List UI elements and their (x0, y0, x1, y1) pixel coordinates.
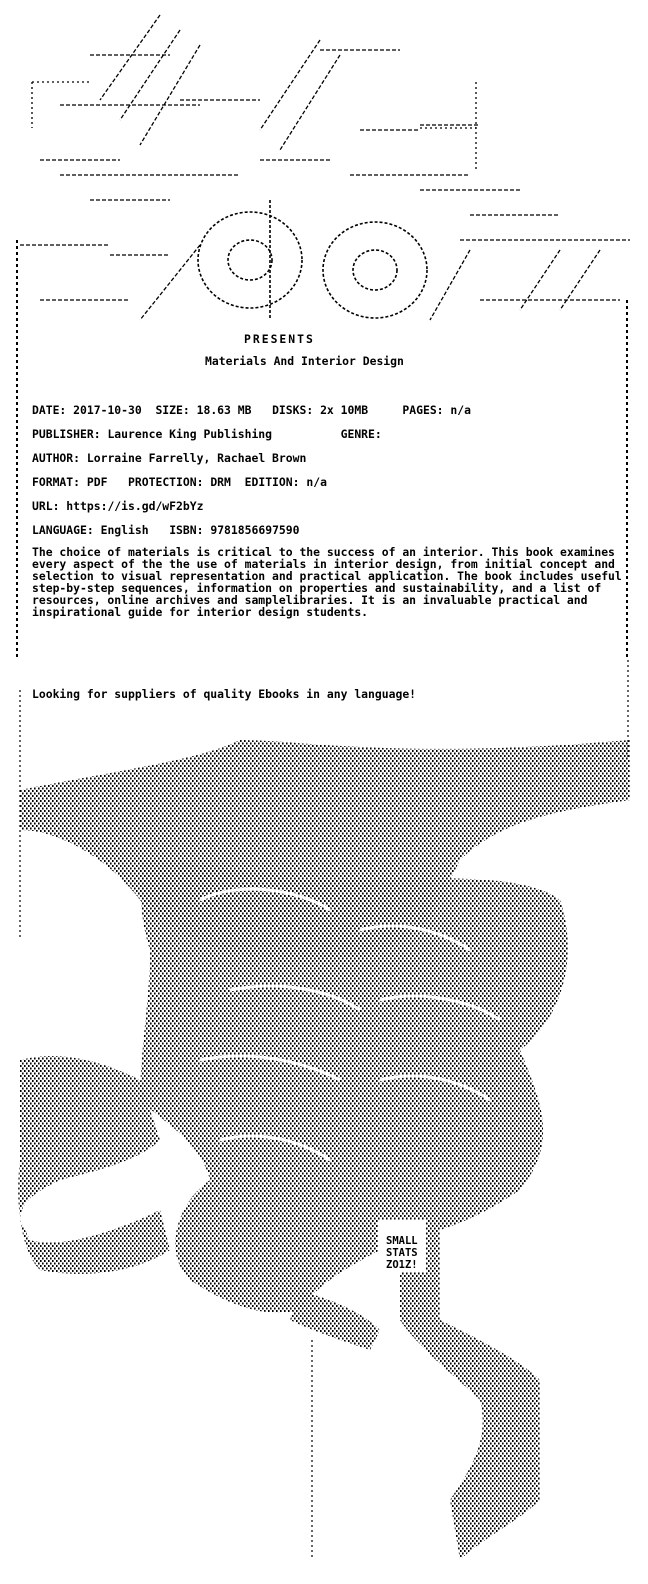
pages-value: n/a (450, 403, 471, 417)
stats-label (386, 1235, 418, 1271)
info-language-line (32, 524, 300, 536)
stats-line-3: ZO1Z! (386, 1259, 418, 1271)
info-date-line (32, 404, 471, 416)
stats-line-2: STATS (386, 1247, 418, 1259)
publisher-label: PUBLISHER: (32, 427, 101, 441)
protection-value: DRM (210, 475, 231, 489)
genre-label: GENRE: (340, 427, 382, 441)
size-value: 18.63 MB (196, 403, 252, 417)
date-value: 2017-10-30 (73, 403, 142, 417)
release-title: Materials And Interior Design (205, 354, 404, 368)
format-label: FORMAT: (32, 475, 81, 489)
suppliers-notice: Looking for suppliers of quality Ebooks in any language! (32, 687, 417, 701)
url-label: URL: (32, 499, 60, 513)
edition-label: EDITION: (244, 475, 300, 489)
info-publisher-line (32, 428, 389, 440)
publisher-value: Laurence King Publishing (107, 427, 273, 441)
disks-label: DISKS: (272, 403, 314, 417)
description-text: The choice of materials is critical to the success of an interior. This book examines every aspect of the the use of materials in interior design, from initial concept and selection to visual representation and practical application. The book includes useful step-by-step sequences, information on properties and sustainability, and a list of resources, online archives and samplelibraries. It is an invaluable practical and inspirational guide for interior design students. (32, 545, 622, 619)
language-label: LANGUAGE: (32, 523, 94, 537)
frame-right-border (626, 300, 628, 660)
presents-label: PRESENTS (244, 332, 315, 346)
isbn-label: ISBN: (169, 523, 204, 537)
disks-value: 2x 10MB (320, 403, 369, 417)
info-author-line (32, 452, 306, 464)
size-label: SIZE: (155, 403, 190, 417)
format-value: PDF (86, 475, 108, 489)
info-url-line (32, 500, 203, 512)
cat-ascii-art (0, 650, 648, 1584)
date-label: DATE: (32, 403, 67, 417)
author-label: AUTHOR: (32, 451, 81, 465)
edition-value: n/a (306, 475, 327, 489)
author-value: Lorraine Farrelly, Rachael Brown (86, 451, 307, 465)
stats-line-1: SMALL (386, 1235, 418, 1247)
frame-left-border (16, 240, 18, 660)
language-value: English (100, 523, 149, 537)
url-value[interactable]: https://is.gd/wF2bYz (66, 499, 204, 513)
pages-label: PAGES: (402, 403, 444, 417)
protection-label: PROTECTION: (128, 475, 204, 489)
info-format-line (32, 476, 327, 488)
isbn-value: 9781856697590 (210, 523, 300, 537)
